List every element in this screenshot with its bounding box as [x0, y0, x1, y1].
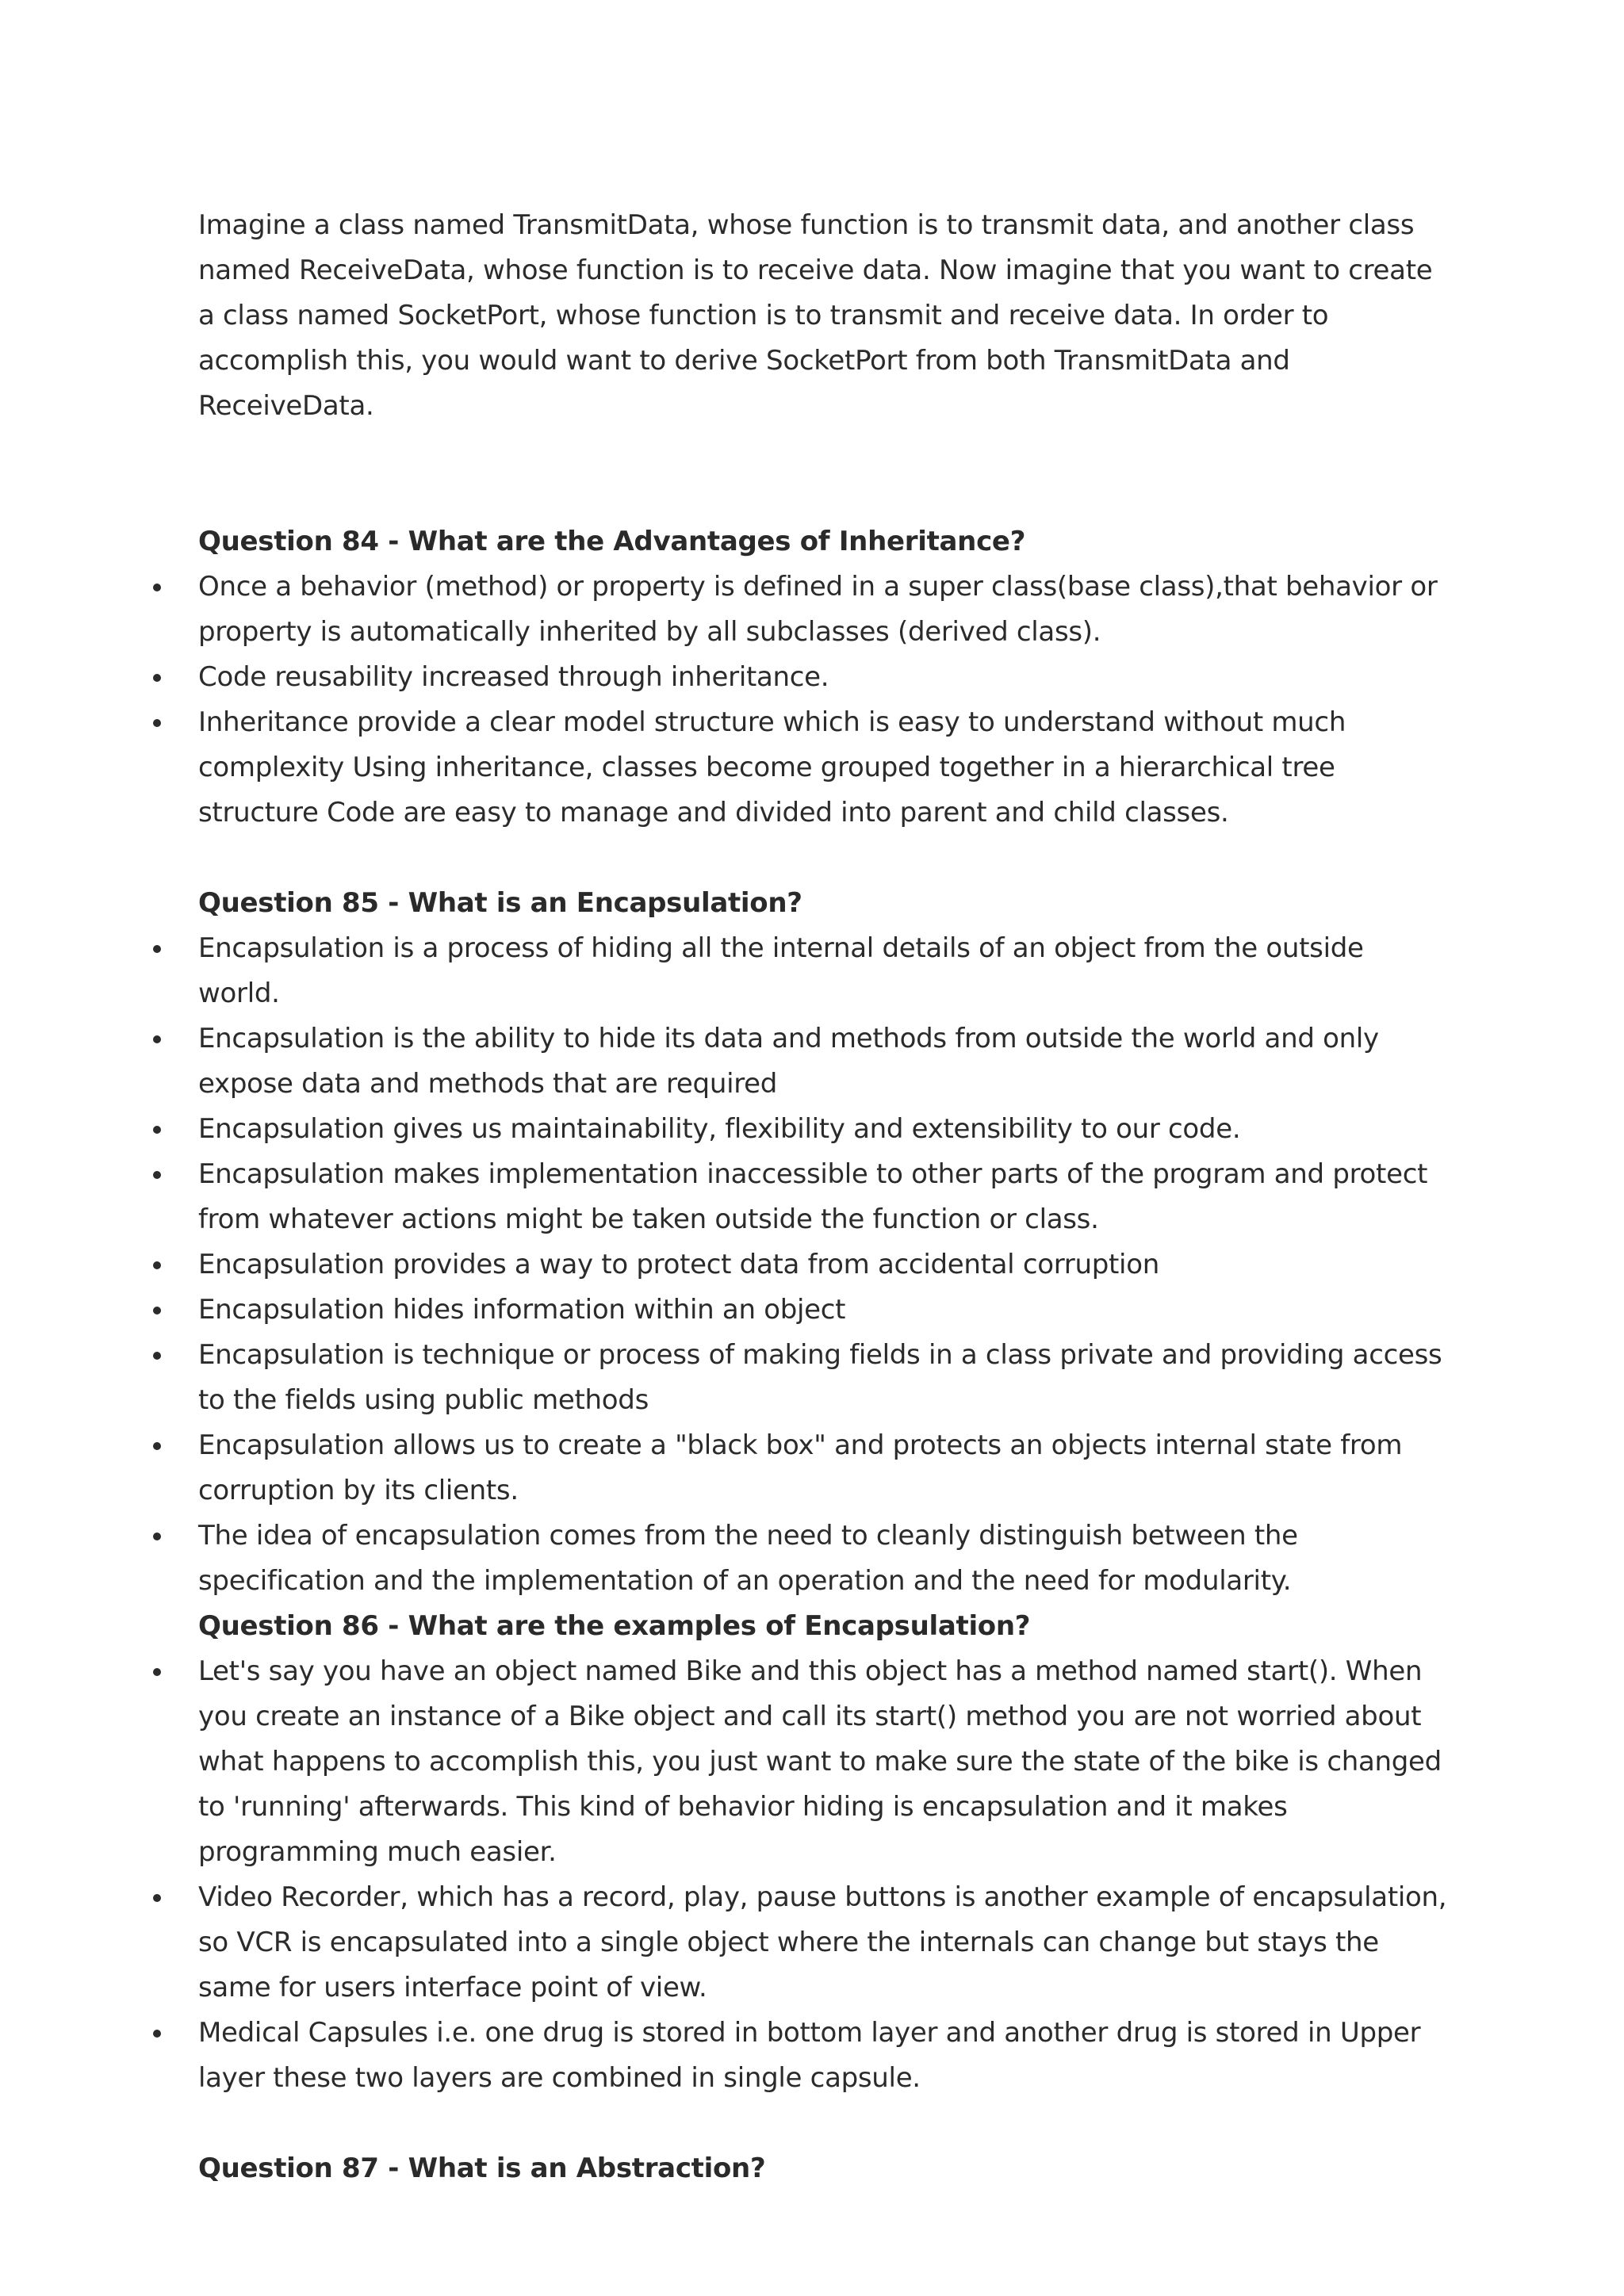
- question-85-heading: Question 85 - What is an Encapsulation?: [198, 887, 802, 919]
- bullet-icon: [153, 584, 161, 591]
- list-item: [198, 655, 1451, 700]
- question-87-heading: Question 87 - What is an Abstraction?: [198, 2152, 766, 2184]
- list-item-text: Encapsulation provides a way to protect data from accidental corruption: [198, 1249, 1159, 1280]
- intro-paragraph: Imagine a class named TransmitData, whose function is to transmit data, and another class named ReceiveData, whose function is to receive data. Now imagine that you want to create a class named SocketPort, whose function is to transmit and receive data. In order to accomplish this, you would want to derive SocketPort from both TransmitData and ReceiveData.: [198, 209, 1433, 422]
- list-item: [198, 1875, 1451, 2011]
- bullet-icon: [153, 1533, 161, 1540]
- list-item-text: Let's say you have an object named Bike and this object has a method named start(). When you create an instance of a Bike object and call its start() method you are not worried about what happens to accomplish this, you just want to make sure the state of the bike is changed to 'running' afterwards. This kind of behavior hiding is encapsulation and it makes programming much easier.: [198, 1655, 1442, 1868]
- bullet-icon: [153, 1894, 161, 1902]
- list-item-text: Encapsulation gives us maintainability, flexibility and extensibility to our code.: [198, 1113, 1241, 1145]
- list-item-text: Encapsulation hides information within an object: [198, 1294, 846, 1326]
- page-content: [198, 203, 1451, 2191]
- list-item-text: Encapsulation is technique or process of making fields in a class private and providing access to the fields using public methods: [198, 1339, 1442, 1416]
- spacer: [198, 2101, 1451, 2146]
- bullet-icon: [153, 2030, 161, 2038]
- list-item: [198, 1016, 1451, 1107]
- bullet-icon: [153, 1126, 161, 1134]
- bullet-icon: [153, 719, 161, 727]
- list-item-text: Inheritance provide a clear model structure which is easy to understand without much complexity Using inheritance, classes become grouped together in a hierarchical tree structure Code are easy to manage and divided into parent and child classes.: [198, 706, 1346, 828]
- question-85-list: [198, 926, 1451, 1604]
- list-item-text: Encapsulation is the ability to hide its data and methods from outside the world and only expose data and methods that are required: [198, 1023, 1379, 1100]
- list-item: [198, 1242, 1451, 1288]
- bullet-icon: [153, 1352, 161, 1360]
- bullet-icon: [153, 1261, 161, 1269]
- list-item-text: Medical Capsules i.e. one drug is stored in bottom layer and another drug is stored in Upper layer these two layers are combined in single capsule.: [198, 2017, 1421, 2094]
- list-item: [198, 1107, 1451, 1152]
- bullet-icon: [153, 1307, 161, 1314]
- question-84-heading: Question 84 - What are the Advantages of Inheritance?: [198, 526, 1026, 557]
- list-item: [198, 1333, 1451, 1423]
- list-item: [198, 1649, 1451, 1875]
- list-item-text: Encapsulation allows us to create a "black box" and protects an objects internal state from corruption by its clients.: [198, 1429, 1403, 1506]
- list-item: [198, 1288, 1451, 1333]
- list-item: [198, 926, 1451, 1016]
- bullet-icon: [153, 1668, 161, 1676]
- spacer: [198, 429, 1451, 519]
- list-item-text: Encapsulation is a process of hiding all the internal details of an object from the outside world.: [198, 932, 1364, 1009]
- list-item-text: Encapsulation makes implementation inaccessible to other parts of the program and protect from whatever actions might be taken outside the function or class.: [198, 1158, 1428, 1235]
- list-item: [198, 700, 1451, 836]
- question-84-list: [198, 564, 1451, 836]
- question-86-list: [198, 1649, 1451, 2101]
- list-item: [198, 2011, 1451, 2101]
- list-item-text: Code reusability increased through inheritance.: [198, 661, 829, 693]
- list-item: [198, 564, 1451, 655]
- list-item: [198, 1152, 1451, 1242]
- list-item-text: Once a behavior (method) or property is defined in a super class(base class),that behavior or property is automatically inherited by all subclasses (derived class).: [198, 571, 1438, 648]
- bullet-icon: [153, 945, 161, 953]
- spacer: [198, 836, 1451, 881]
- bullet-icon: [153, 674, 161, 682]
- list-item-text: Video Recorder, which has a record, play, pause buttons is another example of encapsulation, so VCR is encapsulated into a single object where the internals can change but stays the same for users interface point of view.: [198, 1881, 1447, 2003]
- list-item: [198, 1423, 1451, 1513]
- list-item-text: The idea of encapsulation comes from the need to cleanly distinguish between the specification and the implementation of an operation and the need for modularity.: [198, 1520, 1298, 1597]
- list-item: [198, 1513, 1451, 1604]
- bullet-icon: [153, 1035, 161, 1043]
- question-86-heading: Question 86 - What are the examples of Encapsulation?: [198, 1610, 1031, 1642]
- bullet-icon: [153, 1442, 161, 1450]
- bullet-icon: [153, 1171, 161, 1179]
